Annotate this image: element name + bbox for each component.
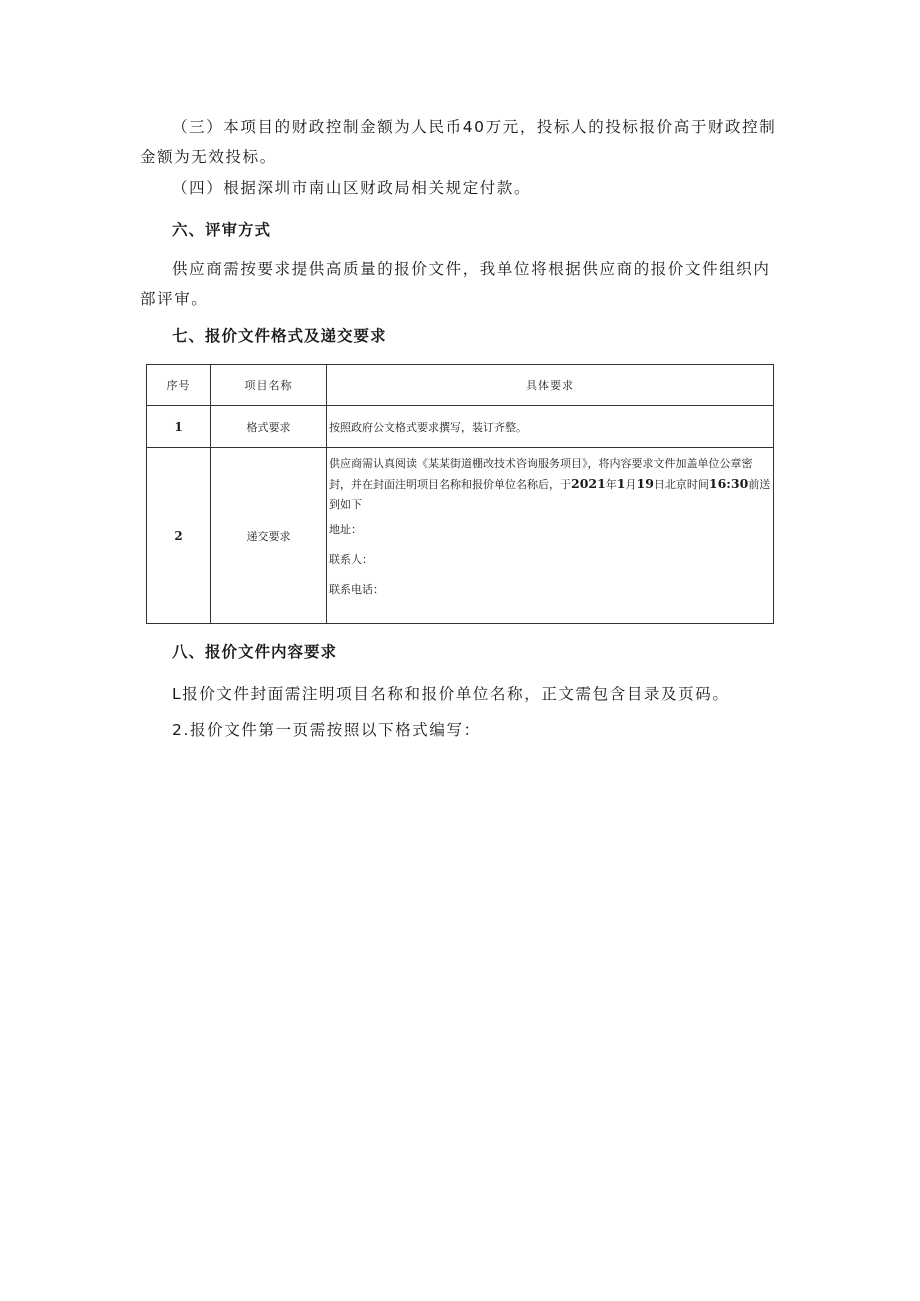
phone-label: 联系电话： [329,583,384,596]
row-1-no: 1 [147,406,211,448]
row-1-name: 格式要求 [211,406,327,448]
table-header-row [147,365,774,406]
deadline-time: 16:30 [708,476,749,491]
delivery-text-1: 供应商需认真阅读《某某街道棚改技术咨询服务项目》，将内容要求文件加盖单位公章密封，并在封面注明项目名称和报价单位名称后，于 [329,457,753,491]
delivery-instruction [329,454,773,515]
deadline-year-unit: 年 [605,478,617,491]
header-no: 序号 [147,365,211,406]
deadline-month-unit: 月 [625,478,637,491]
header-requirement: 具体要求 [327,365,774,406]
deadline-month: 1 [616,476,626,491]
item-3-paragraph: （三）本项目的财政控制金额为人民币40万元，投标人的投标报价高于财政控制金额为无效投标。 [140,118,777,166]
address-label: 地址： [329,523,362,536]
item-4-paragraph: （四）根据深圳市南山区财政局相关规定付款。 [172,179,532,197]
table-row [147,406,774,448]
section-8-item-2: 2.报价文件第一页需按照以下格式编写： [172,721,481,739]
row-2-requirement [327,448,774,624]
deadline-day-unit: 日北京时间 [653,478,709,491]
deadline-day: 19 [636,476,654,491]
table-row [147,448,774,624]
section-8-heading: 八、报价文件内容要求 [172,643,338,661]
row-2-no: 2 [147,448,211,624]
contact-label: 联系人： [329,553,373,566]
requirements-table [146,364,774,624]
deadline-year: 2021 [571,476,606,491]
row-1-requirement: 按照政府公文格式要求撰写，装订齐整。 [327,406,774,448]
section-7-heading: 七、报价文件格式及递交要求 [172,327,387,345]
section-8-item-1: L报价文件封面需注明项目名称和报价单位名称，正文需包含目录及页码。 [172,685,730,703]
section-6-body: 供应商需按要求提供高质量的报价文件，我单位将根据供应商的报价文件组织内部评审。 [140,260,771,308]
header-name: 项目名称 [211,365,327,406]
row-2-name: 递交要求 [211,448,327,624]
section-6-heading: 六、评审方式 [172,221,272,239]
delivery-text-2: 前送到如下 [329,478,771,511]
